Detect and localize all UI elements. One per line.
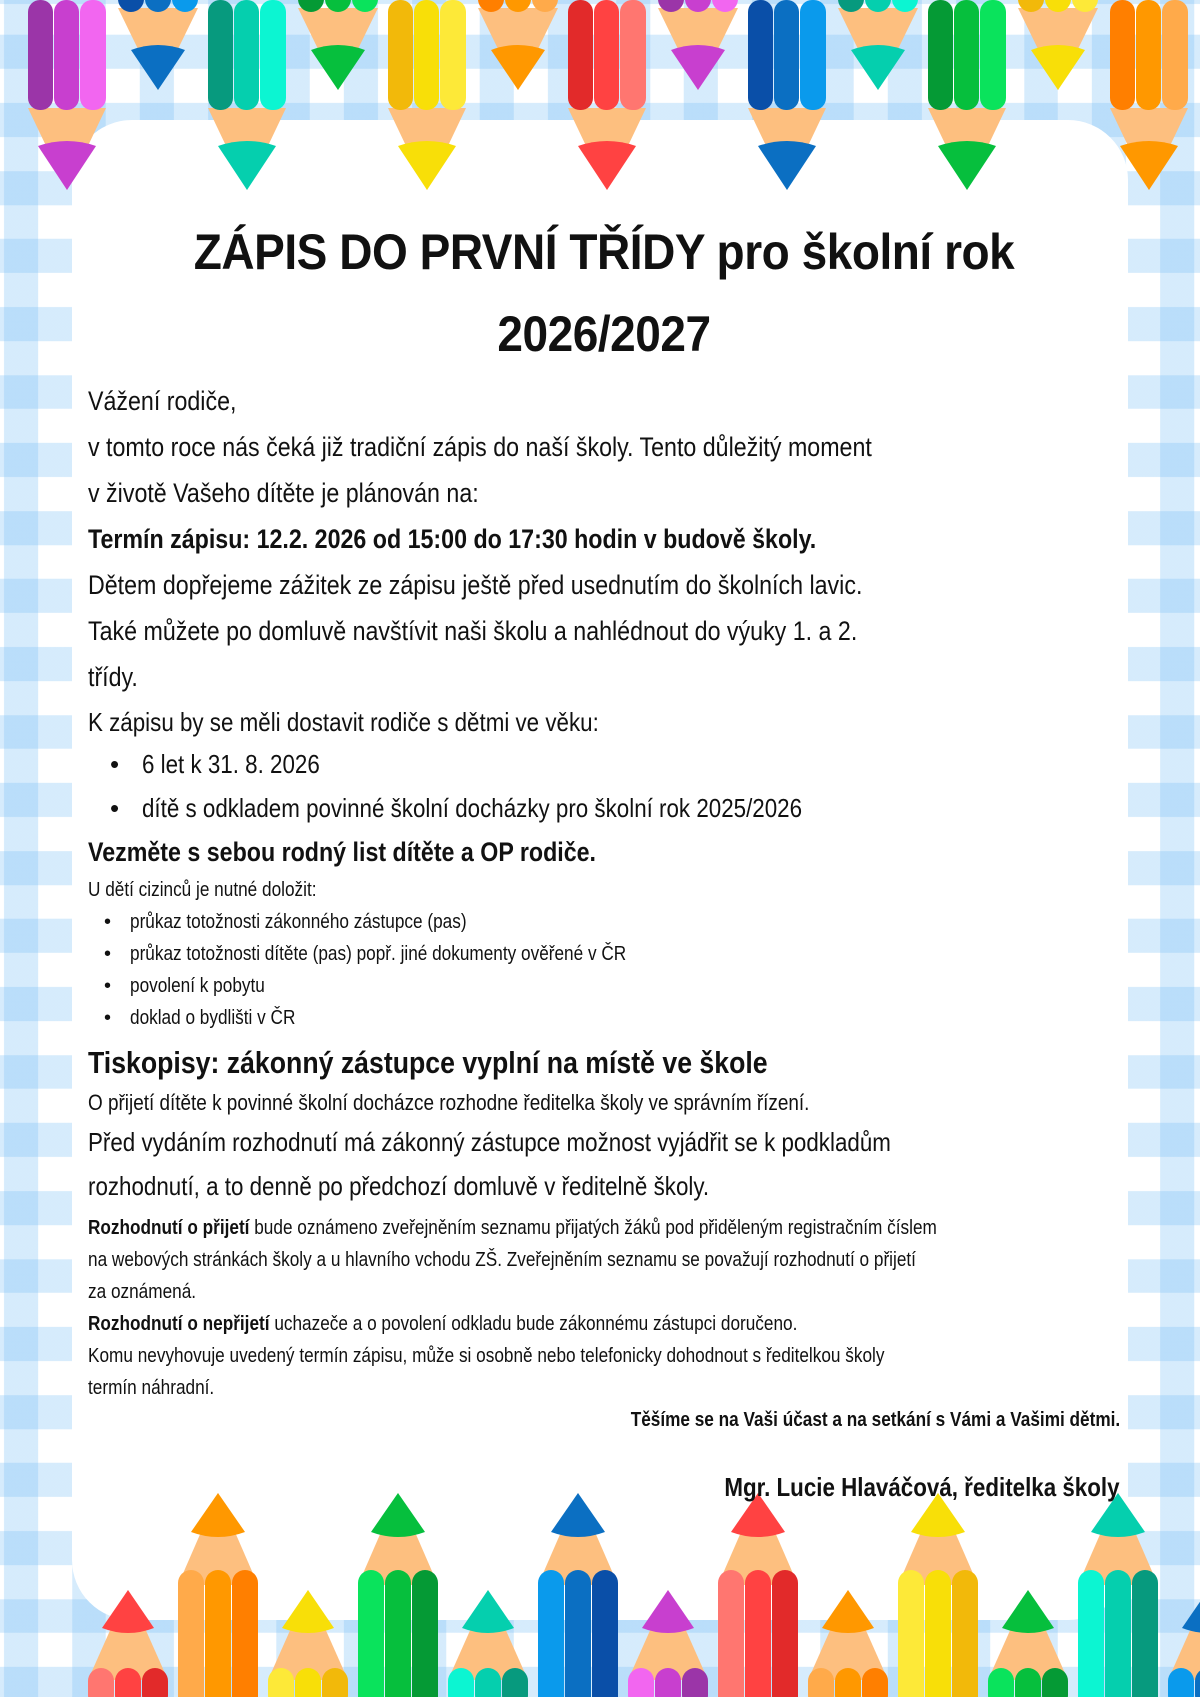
admission-line: O přijetí dítěte k povinné školní docházce rozhodne ředitelka školy ve správním řízení. bbox=[88, 1090, 810, 1115]
closing-line: Těšíme se na Vaši účast a na setkání s Vámi a Vašimi dětmi. bbox=[630, 1409, 1120, 1431]
foreign-list-item: • průkaz totožnosti zákonného zástupce (pas) bbox=[88, 906, 1120, 938]
visit-line-2: třídy. bbox=[88, 662, 138, 692]
page-title bbox=[129, 210, 1078, 364]
pencil-row-bottom-icon bbox=[0, 1480, 1200, 1697]
alternative-date-line-2: termín náhradní. bbox=[88, 1377, 215, 1399]
age-list-item: • dítě s odkladem povinné školní docházky pro školní rok 2025/2026 bbox=[88, 786, 1120, 830]
experience-line: Dětem dopřejeme zážitek ze zápisu ještě před usednutím do školních lavic. bbox=[88, 570, 863, 600]
flyer-content bbox=[88, 210, 1120, 1504]
bullet-icon: • bbox=[104, 975, 112, 997]
visit-line-1: Také můžete po domluvě navštívit naši školu a nahlédnout do výuky 1. a 2. bbox=[88, 616, 858, 646]
bullet-icon: • bbox=[110, 793, 120, 823]
signature: Mgr. Lucie Hlaváčová, ředitelka školy bbox=[724, 1472, 1120, 1502]
greeting: Vážení rodiče, bbox=[88, 386, 237, 416]
rejection-line: Rozhodnutí o nepřijetí uchazeče a o povolení odkladu bude zákonnému zástupci doručeno. bbox=[88, 1313, 798, 1335]
foreign-list-item: • povolení k pobytu bbox=[88, 970, 1120, 1002]
alternative-date-line-1: Komu nevyhovuje uvedený termín zápisu, může si osobně nebo telefonicky dohodnout s ředitelkou školy bbox=[88, 1345, 885, 1367]
top-pencil-border bbox=[0, 0, 1200, 200]
foreign-intro: U dětí cizinců je nutné doložit: bbox=[88, 879, 317, 901]
before-decision-line-1: Před vydáním rozhodnutí má zákonný zástupce možnost vyjádřit se k podkladům bbox=[88, 1127, 891, 1157]
bullet-icon: • bbox=[110, 749, 120, 779]
forms-heading: Tiskopisy: zákonný zástupce vyplní na místě ve škole bbox=[88, 1045, 768, 1080]
acceptance-line-3: za oznámená. bbox=[88, 1281, 197, 1303]
acceptance-line-2: na webových stránkách školy a u hlavního vchodu ZŠ. Zveřejněním seznamu se považují rozhodnutí o přijetí bbox=[88, 1249, 916, 1271]
title-line-2: 2026/2027 bbox=[497, 306, 711, 362]
bottom-pencil-border bbox=[0, 1480, 1200, 1697]
enrollment-date: Termín zápisu: 12.2. 2026 od 15:00 do 17:30 hodin v budově školy. bbox=[88, 524, 817, 554]
title-line-1: ZÁPIS DO PRVNÍ TŘÍDY pro školní rok bbox=[193, 224, 1015, 280]
bullet-icon: • bbox=[104, 943, 112, 965]
acceptance-line-1: Rozhodnutí o přijetí bude oznámeno zveřejněním seznamu přijatých žáků pod přiděleným registračním číslem bbox=[88, 1217, 937, 1239]
age-intro: K zápisu by se měli dostavit rodiče s dětmi ve věku: bbox=[88, 707, 599, 737]
intro-line-2: v životě Vašeho dítěte je plánován na: bbox=[88, 478, 479, 508]
bullet-icon: • bbox=[104, 1007, 112, 1029]
foreign-list-item: • doklad o bydlišti v ČR bbox=[88, 1002, 1120, 1034]
age-list-item: • 6 let k 31. 8. 2026 bbox=[88, 742, 1120, 786]
foreign-list-item: • průkaz totožnosti dítěte (pas) popř. jiné dokumenty ověřené v ČR bbox=[88, 938, 1120, 970]
intro-line-1: v tomto roce nás čeká již tradiční zápis do naší školy. Tento důležitý moment bbox=[88, 432, 872, 462]
pencil-row-top-icon bbox=[0, 0, 1200, 200]
before-decision-line-2: rozhodnutí, a to denně po předchozí domluvě v ředitelně školy. bbox=[88, 1171, 710, 1201]
bring-documents-line: Vezměte s sebou rodný list dítěte a OP rodiče. bbox=[88, 837, 597, 867]
bullet-icon: • bbox=[104, 911, 112, 933]
acceptance-bold-label: Rozhodnutí o přijetí bbox=[88, 1217, 250, 1239]
rejection-bold-label: Rozhodnutí o nepřijetí bbox=[88, 1313, 270, 1335]
